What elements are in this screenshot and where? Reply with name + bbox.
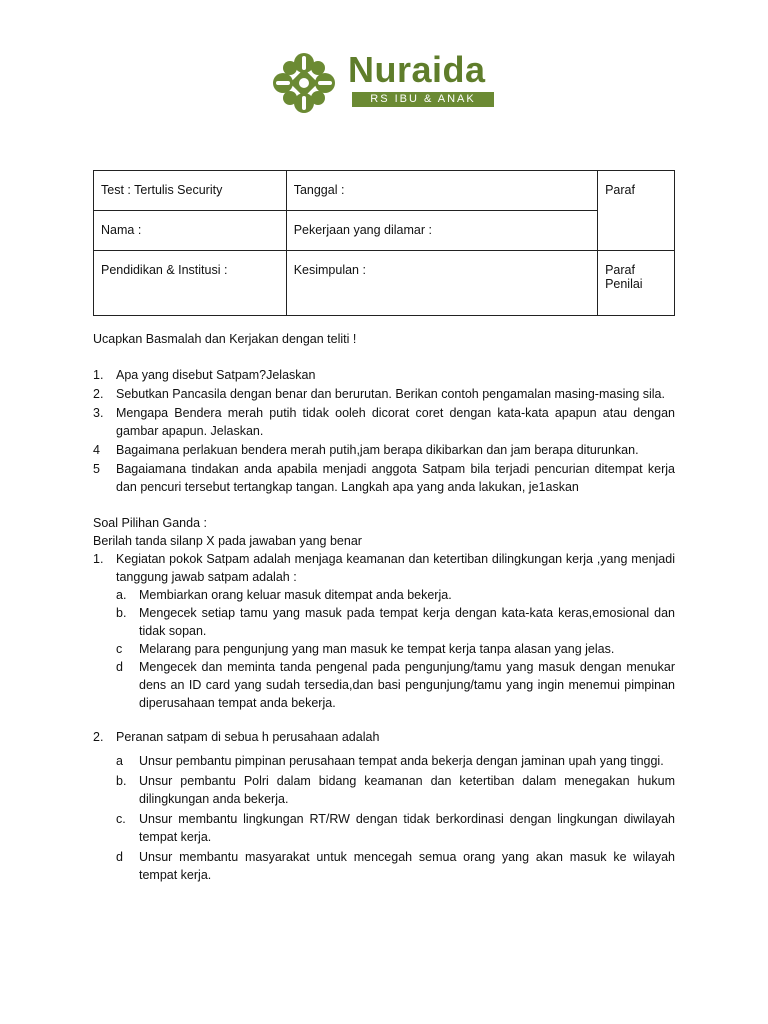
option-label: d: [116, 660, 123, 674]
option-text: Unsur pembantu Polri dalam bidang keamanan dan ketertiban dalam menegakan hukum dilingkungan anda bekerja.: [139, 774, 675, 806]
option-text: Melarang para pengunjung yang man masuk ke tempat kerja tanpa alasan yang jelas.: [139, 642, 615, 656]
instruction: Ucapkan Basmalah dan Kerjakan dengan teliti !: [93, 332, 357, 346]
paraf-field[interactable]: Paraf: [598, 171, 675, 251]
question-number: 2.: [93, 730, 104, 744]
option-text: Unsur pembantu pimpinan perusahaan tempat anda bekerja dengan jaminan upah yang tinggi.: [139, 754, 664, 768]
essay-question: [93, 366, 675, 384]
test-cell: Test : Tertulis Security: [94, 171, 287, 211]
question-text: Bagaiamana tindakan anda apabila menjadi anggota Satpam bila terjadi pencurian ditempat kerja dan pencuri tersebut tertangkap tangan. Langkah apa yang anda lakukan, je1askan: [116, 462, 675, 494]
kesimpulan-field[interactable]: Kesimpulan :: [286, 251, 597, 316]
answer-option[interactable]: [116, 772, 675, 808]
essay-questions: [93, 366, 675, 496]
essay-question: [93, 460, 675, 496]
option-text: Mengecek setiap tamu yang masuk pada tempat kerja dengan kata-kata keras,emosional dan tidak sopan.: [139, 606, 675, 638]
option-label: c.: [116, 812, 126, 826]
mc-section-title: Soal Pilihan Ganda :: [93, 516, 207, 530]
question-number: 1.: [93, 368, 104, 382]
option-text: Mengecek dan meminta tanda pengenal pada pengunjung/tamu yang masuk dengan menukar dens an ID card yang sudah tersedia,dan basi pengunjung/tamu yang ingin menemui pimpinan diperusahaan tempat anda bekerja.: [139, 660, 675, 710]
header-table: [93, 170, 675, 316]
essay-question: [93, 441, 675, 459]
question-number: 5: [93, 462, 100, 476]
mc-instruction: Berilah tanda silanp X pada jawaban yang benar: [93, 534, 362, 548]
question-number: 4: [93, 443, 100, 457]
option-label: d: [116, 850, 123, 864]
answer-option[interactable]: [116, 586, 675, 604]
answer-option[interactable]: [116, 640, 675, 658]
option-label: b.: [116, 774, 127, 788]
question-text: Bagaimana perlakuan bendera merah putih,jam berapa dikibarkan dan jam berapa diturunkan.: [116, 443, 639, 457]
mc-question: [93, 550, 675, 712]
answer-option[interactable]: [116, 810, 675, 846]
document-body: [93, 330, 675, 886]
answer-option[interactable]: [116, 658, 675, 712]
nama-field[interactable]: Nama :: [94, 211, 287, 251]
logo: [270, 50, 500, 116]
answer-options: [116, 752, 675, 884]
pendidikan-field[interactable]: Pendidikan & Institusi :: [94, 251, 287, 316]
question-text: Mengapa Bendera merah putih tidak ooleh dicorat coret dengan kata-kata apapun atau dengan gambar apapun. Jelaskan.: [116, 406, 675, 438]
option-label: b.: [116, 606, 127, 620]
option-label: a: [116, 754, 123, 768]
pekerjaan-field[interactable]: Pekerjaan yang dilamar :: [286, 211, 597, 251]
question-number: 3.: [93, 406, 104, 420]
question-number: 1.: [93, 552, 104, 566]
mc-questions: [93, 550, 675, 884]
mc-question: [93, 728, 675, 884]
answer-options: [116, 586, 675, 712]
essay-question: [93, 404, 675, 440]
question-text: Sebutkan Pancasila dengan benar dan berurutan. Berikan contoh pengamalan masing-masing sila.: [116, 387, 665, 401]
question-text: Peranan satpam di sebua h perusahaan adalah: [116, 730, 380, 744]
option-text: Unsur membantu lingkungan RT/RW dengan tidak berkordinasi dengan lingkungan diwilayah tempat kerja.: [139, 812, 675, 844]
question-number: 2.: [93, 387, 104, 401]
paraf-penilai-field[interactable]: Paraf Penilai: [598, 251, 675, 316]
option-text: Unsur membantu masyarakat untuk mencegah semua orang yang akan masuk ke wilayah tempat kerja.: [139, 850, 675, 882]
logo-tagline: RS IBU & ANAK: [352, 92, 494, 107]
option-label: c: [116, 642, 123, 656]
tanggal-field[interactable]: Tanggal :: [286, 171, 597, 211]
question-text: Apa yang disebut Satpam?Jelaskan: [116, 368, 316, 382]
option-text: Membiarkan orang keluar masuk ditempat anda bekerja.: [139, 588, 452, 602]
answer-option[interactable]: [116, 604, 675, 640]
answer-option[interactable]: [116, 848, 675, 884]
logo-name: Nuraida: [348, 49, 486, 90]
option-label: a.: [116, 588, 127, 602]
question-text: Kegiatan pokok Satpam adalah menjaga keamanan dan ketertiban dilingkungan kerja ,yang menjadi tanggung jawab satpam adalah :: [116, 552, 675, 584]
answer-option[interactable]: [116, 752, 675, 770]
clover-leaf-icon: [270, 52, 338, 114]
essay-question: [93, 385, 675, 403]
